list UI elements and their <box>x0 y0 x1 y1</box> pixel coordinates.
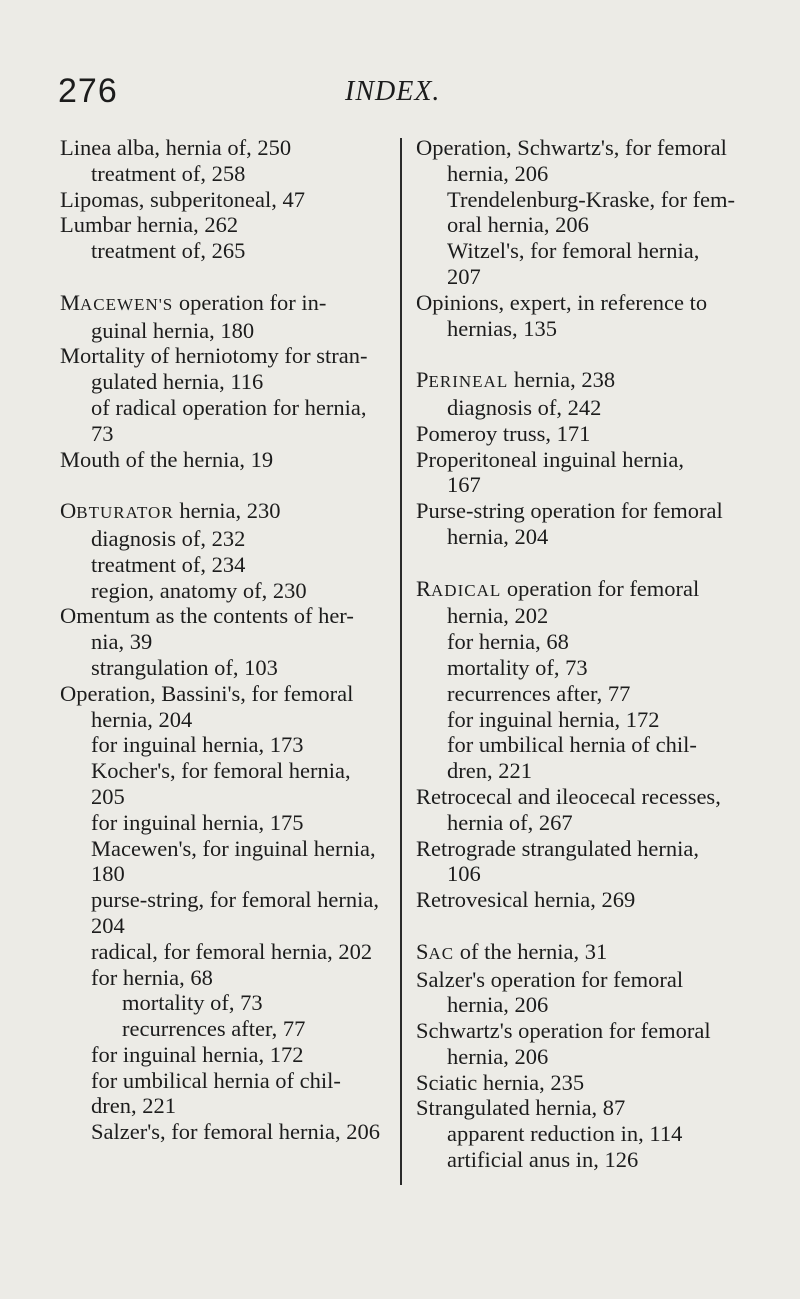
index-entry: for inguinal hernia, 175 <box>91 809 304 835</box>
index-entry: Witzel's, for femoral hernia, <box>447 238 700 264</box>
index-entry: Operation, Schwartz's, for femoral <box>416 135 727 160</box>
index-entry: Salzer's, for femoral hernia, 206 <box>91 1119 380 1145</box>
index-entry: Purse-string operation for femoral <box>416 498 723 524</box>
page-number: 276 <box>58 72 118 110</box>
index-entry: Mouth of the hernia, 19 <box>60 446 274 472</box>
index-entry: Schwartz's operation for femoral <box>416 1018 711 1044</box>
index-entry: 205 <box>91 783 125 809</box>
index-entry: mortality of, 73 <box>122 990 263 1016</box>
index-entry: hernia, 202 <box>447 603 549 629</box>
index-entry: Lumbar hernia, 262 <box>60 212 239 238</box>
index-entry: hernia, 204 <box>447 523 549 549</box>
index-entry: strangulation of, 103 <box>91 654 278 680</box>
index-entry: 106 <box>447 861 481 887</box>
index-entry: artificial anus in, 126 <box>447 1147 639 1173</box>
index-entry: diagnosis of, 232 <box>91 525 246 551</box>
index-headword: PERINEAL <box>416 367 509 393</box>
index-entry: purse-string, for femoral hernia, <box>91 887 380 913</box>
index-entry: hernia, 206 <box>447 992 549 1018</box>
index-column-right <box>416 135 746 1173</box>
index-entry: hernias, 135 <box>447 315 557 341</box>
index-entry <box>60 290 400 318</box>
page-header <box>0 72 800 112</box>
index-entry: Trendelenburg-Kraske, for fem- <box>447 186 736 212</box>
index-entry: oral hernia, 206 <box>447 212 589 238</box>
index-entry: Macewen's, for inguinal hernia, <box>91 835 376 861</box>
index-entry: 207 <box>447 263 481 289</box>
index-entry: recurrences after, 77 <box>122 1016 306 1042</box>
index-entry-text: operation for in- <box>178 289 327 315</box>
index-entry: 167 <box>447 472 481 498</box>
column-divider <box>400 138 402 1185</box>
index-entry: dren, 221 <box>91 1093 176 1119</box>
index-entry-text: of the hernia, 31 <box>459 938 608 964</box>
index-entry: treatment of, 258 <box>91 160 246 186</box>
index-entry: Mortality of herniotomy for stran- <box>60 343 368 369</box>
index-headword: RADICAL <box>416 575 502 601</box>
index-entry: 73 <box>91 420 114 446</box>
index-entry: hernia, 206 <box>447 1043 549 1069</box>
index-entry: mortality of, 73 <box>447 654 588 680</box>
index-entry: 180 <box>91 861 125 887</box>
index-entry: Salzer's operation for femoral <box>416 966 684 992</box>
index-entry: for umbilical hernia of chil- <box>91 1067 341 1093</box>
index-entry: for umbilical hernia of chil- <box>447 732 697 758</box>
running-head: INDEX. <box>345 76 441 107</box>
index-entry: Retrograde strangulated hernia, <box>416 835 700 861</box>
index-headword: OBTURATOR <box>60 498 174 524</box>
index-entry: nia, 39 <box>91 629 153 655</box>
index-entry: Properitoneal inguinal hernia, <box>416 446 685 472</box>
index-entry: Linea alba, hernia of, 250 <box>60 135 292 160</box>
index-entry: Sciatic hernia, 235 <box>416 1069 585 1095</box>
index-headword: SAC <box>416 938 455 964</box>
index-entry-text: operation for femoral <box>506 575 700 601</box>
index-column-left <box>60 135 400 1145</box>
index-entry: Omentum as the contents of her- <box>60 603 354 629</box>
index-entry: Lipomas, subperitoneal, 47 <box>60 186 305 212</box>
index-entry: treatment of, 265 <box>91 238 246 264</box>
index-entry: for inguinal hernia, 173 <box>91 732 304 758</box>
index-entry: hernia, 204 <box>91 706 193 732</box>
index-entry: for hernia, 68 <box>447 629 569 655</box>
index-entry: Pomeroy truss, 171 <box>416 420 591 446</box>
index-entry: Operation, Bassini's, for femoral <box>60 680 354 706</box>
index-entry <box>416 576 746 604</box>
index-entry: Retrocecal and ileocecal recesses, <box>416 783 721 809</box>
index-entry: for inguinal hernia, 172 <box>91 1041 304 1067</box>
index-entry <box>60 498 400 526</box>
index-entry: Kocher's, for femoral hernia, <box>91 758 351 784</box>
index-entry: gulated hernia, 116 <box>91 369 264 395</box>
index-entry-text: hernia, 238 <box>513 367 616 393</box>
index-entry: recurrences after, 77 <box>447 680 631 706</box>
index-entry: of radical operation for hernia, <box>91 394 367 420</box>
index-entry <box>416 939 746 967</box>
index-entry: radical, for femoral hernia, 202 <box>91 938 373 964</box>
index-entry: apparent reduction in, 114 <box>447 1121 683 1147</box>
index-entry: Retrovesical hernia, 269 <box>416 887 636 913</box>
index-entry: hernia, 206 <box>447 160 549 186</box>
index-entry <box>416 367 746 395</box>
index-entry: treatment of, 234 <box>91 551 246 577</box>
index-entry: guinal hernia, 180 <box>91 317 255 343</box>
index-entry: for hernia, 68 <box>91 964 213 990</box>
index-headword: MACEWEN'S <box>60 289 174 315</box>
index-entry: Strangulated hernia, 87 <box>416 1095 626 1121</box>
index-entry: for inguinal hernia, 172 <box>447 706 660 732</box>
index-entry: dren, 221 <box>447 758 532 784</box>
index-entry: region, anatomy of, 230 <box>91 577 307 603</box>
index-entry: diagnosis of, 242 <box>447 394 602 420</box>
index-entry-text: hernia, 230 <box>179 498 281 524</box>
index-entry: hernia of, 267 <box>447 809 573 835</box>
index-entry: Opinions, expert, in reference to <box>416 289 708 315</box>
index-entry: 204 <box>91 912 125 938</box>
